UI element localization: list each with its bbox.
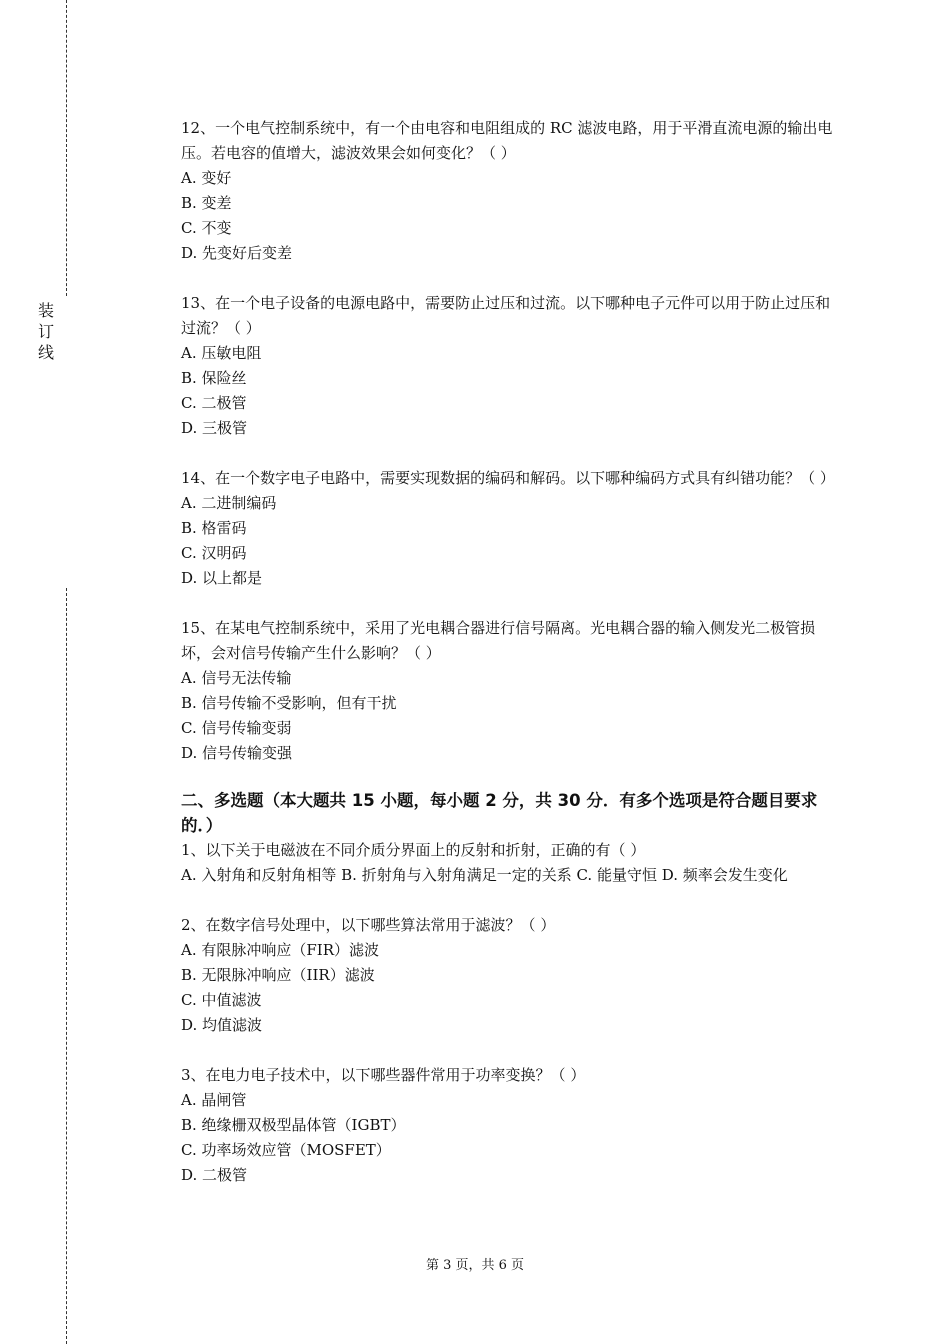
question-text: 1、以下关于电磁波在不同介质分界面上的反射和折射，正确的有（ ） — [181, 841, 646, 859]
question-text: 2、在数字信号处理中，以下哪些算法常用于滤波？（ ） — [181, 916, 556, 934]
exam-content — [181, 116, 839, 1188]
option-d: D. 三极管 — [181, 419, 248, 437]
option-c: C. 汉明码 — [181, 544, 247, 562]
question-text: 3、在电力电子技术中，以下哪些器件常用于功率变换？（ ） — [181, 1066, 586, 1084]
option-a: A. 信号无法传输 — [181, 669, 292, 687]
question-text: 12、一个电气控制系统中，有一个由电容和电阻组成的 RC 滤波电路，用于平滑直流电源的输出电压。若电容的值增大，滤波效果会如何变化？（ ） — [181, 119, 833, 162]
binding-char: 装 — [37, 301, 54, 320]
multi-question-3 — [181, 1063, 839, 1188]
option-a: A. 有限脉冲响应（FIR）滤波 — [181, 941, 379, 959]
question-text: 13、在一个电子设备的电源电路中，需要防止过压和过流。以下哪种电子元件可以用于防止过压和过流？（ ） — [181, 294, 831, 337]
question-text: 15、在某电气控制系统中，采用了光电耦合器进行信号隔离。光电耦合器的输入侧发光二极管损坏，会对信号传输产生什么影响？（ ） — [181, 619, 816, 662]
option-b: B. 格雷码 — [181, 519, 247, 537]
option-c: C. 二极管 — [181, 394, 247, 412]
page-number-footer: 第 3 页，共 6 页 — [425, 1258, 525, 1273]
option-c: C. 中值滤波 — [181, 991, 262, 1009]
option-a: A. 二进制编码 — [181, 494, 277, 512]
option-d: D. 信号传输变强 — [181, 744, 293, 762]
binding-dashed-line-top — [66, 0, 67, 296]
option-a: A. 晶闸管 — [181, 1091, 247, 1109]
option-d: D. 先变好后变差 — [181, 244, 293, 262]
option-b: B. 绝缘栅双极型晶体管（IGBT） — [181, 1116, 406, 1134]
options-inline: A. 入射角和反射角相等 B. 折射角与入射角满足一定的关系 C. 能量守恒 D. 频率会发生变化 — [181, 866, 788, 884]
multi-question-2 — [181, 913, 839, 1038]
option-b: B. 变差 — [181, 194, 232, 212]
option-d: D. 以上都是 — [181, 569, 263, 587]
question-13 — [181, 291, 839, 441]
question-12 — [181, 116, 839, 266]
option-a: A. 变好 — [181, 169, 232, 187]
multi-question-1 — [181, 838, 839, 888]
binding-label — [36, 300, 56, 363]
option-d: D. 二极管 — [181, 1166, 248, 1184]
question-text: 14、在一个数字电子电路中，需要实现数据的编码和解码。以下哪种编码方式具有纠错功能？（ ） — [181, 469, 835, 487]
binding-char: 线 — [37, 343, 54, 362]
option-c: C. 信号传输变弱 — [181, 719, 292, 737]
option-c: C. 不变 — [181, 219, 232, 237]
binding-dashed-line-bottom — [66, 588, 67, 1344]
option-b: B. 信号传输不受影响，但有干扰 — [181, 694, 397, 712]
option-d: D. 均值滤波 — [181, 1016, 263, 1034]
option-b: B. 保险丝 — [181, 369, 247, 387]
question-15 — [181, 616, 839, 766]
option-c: C. 功率场效应管（MOSFET） — [181, 1141, 391, 1159]
option-a: A. 压敏电阻 — [181, 344, 262, 362]
question-14 — [181, 466, 839, 591]
section-heading-multiple-choice: 二、多选题（本大题共 15 小题，每小题 2 分，共 30 分．有多个选项是符合题目要求的．） — [181, 791, 818, 835]
option-b: B. 无限脉冲响应（IIR）滤波 — [181, 966, 375, 984]
binding-char: 订 — [37, 322, 54, 341]
